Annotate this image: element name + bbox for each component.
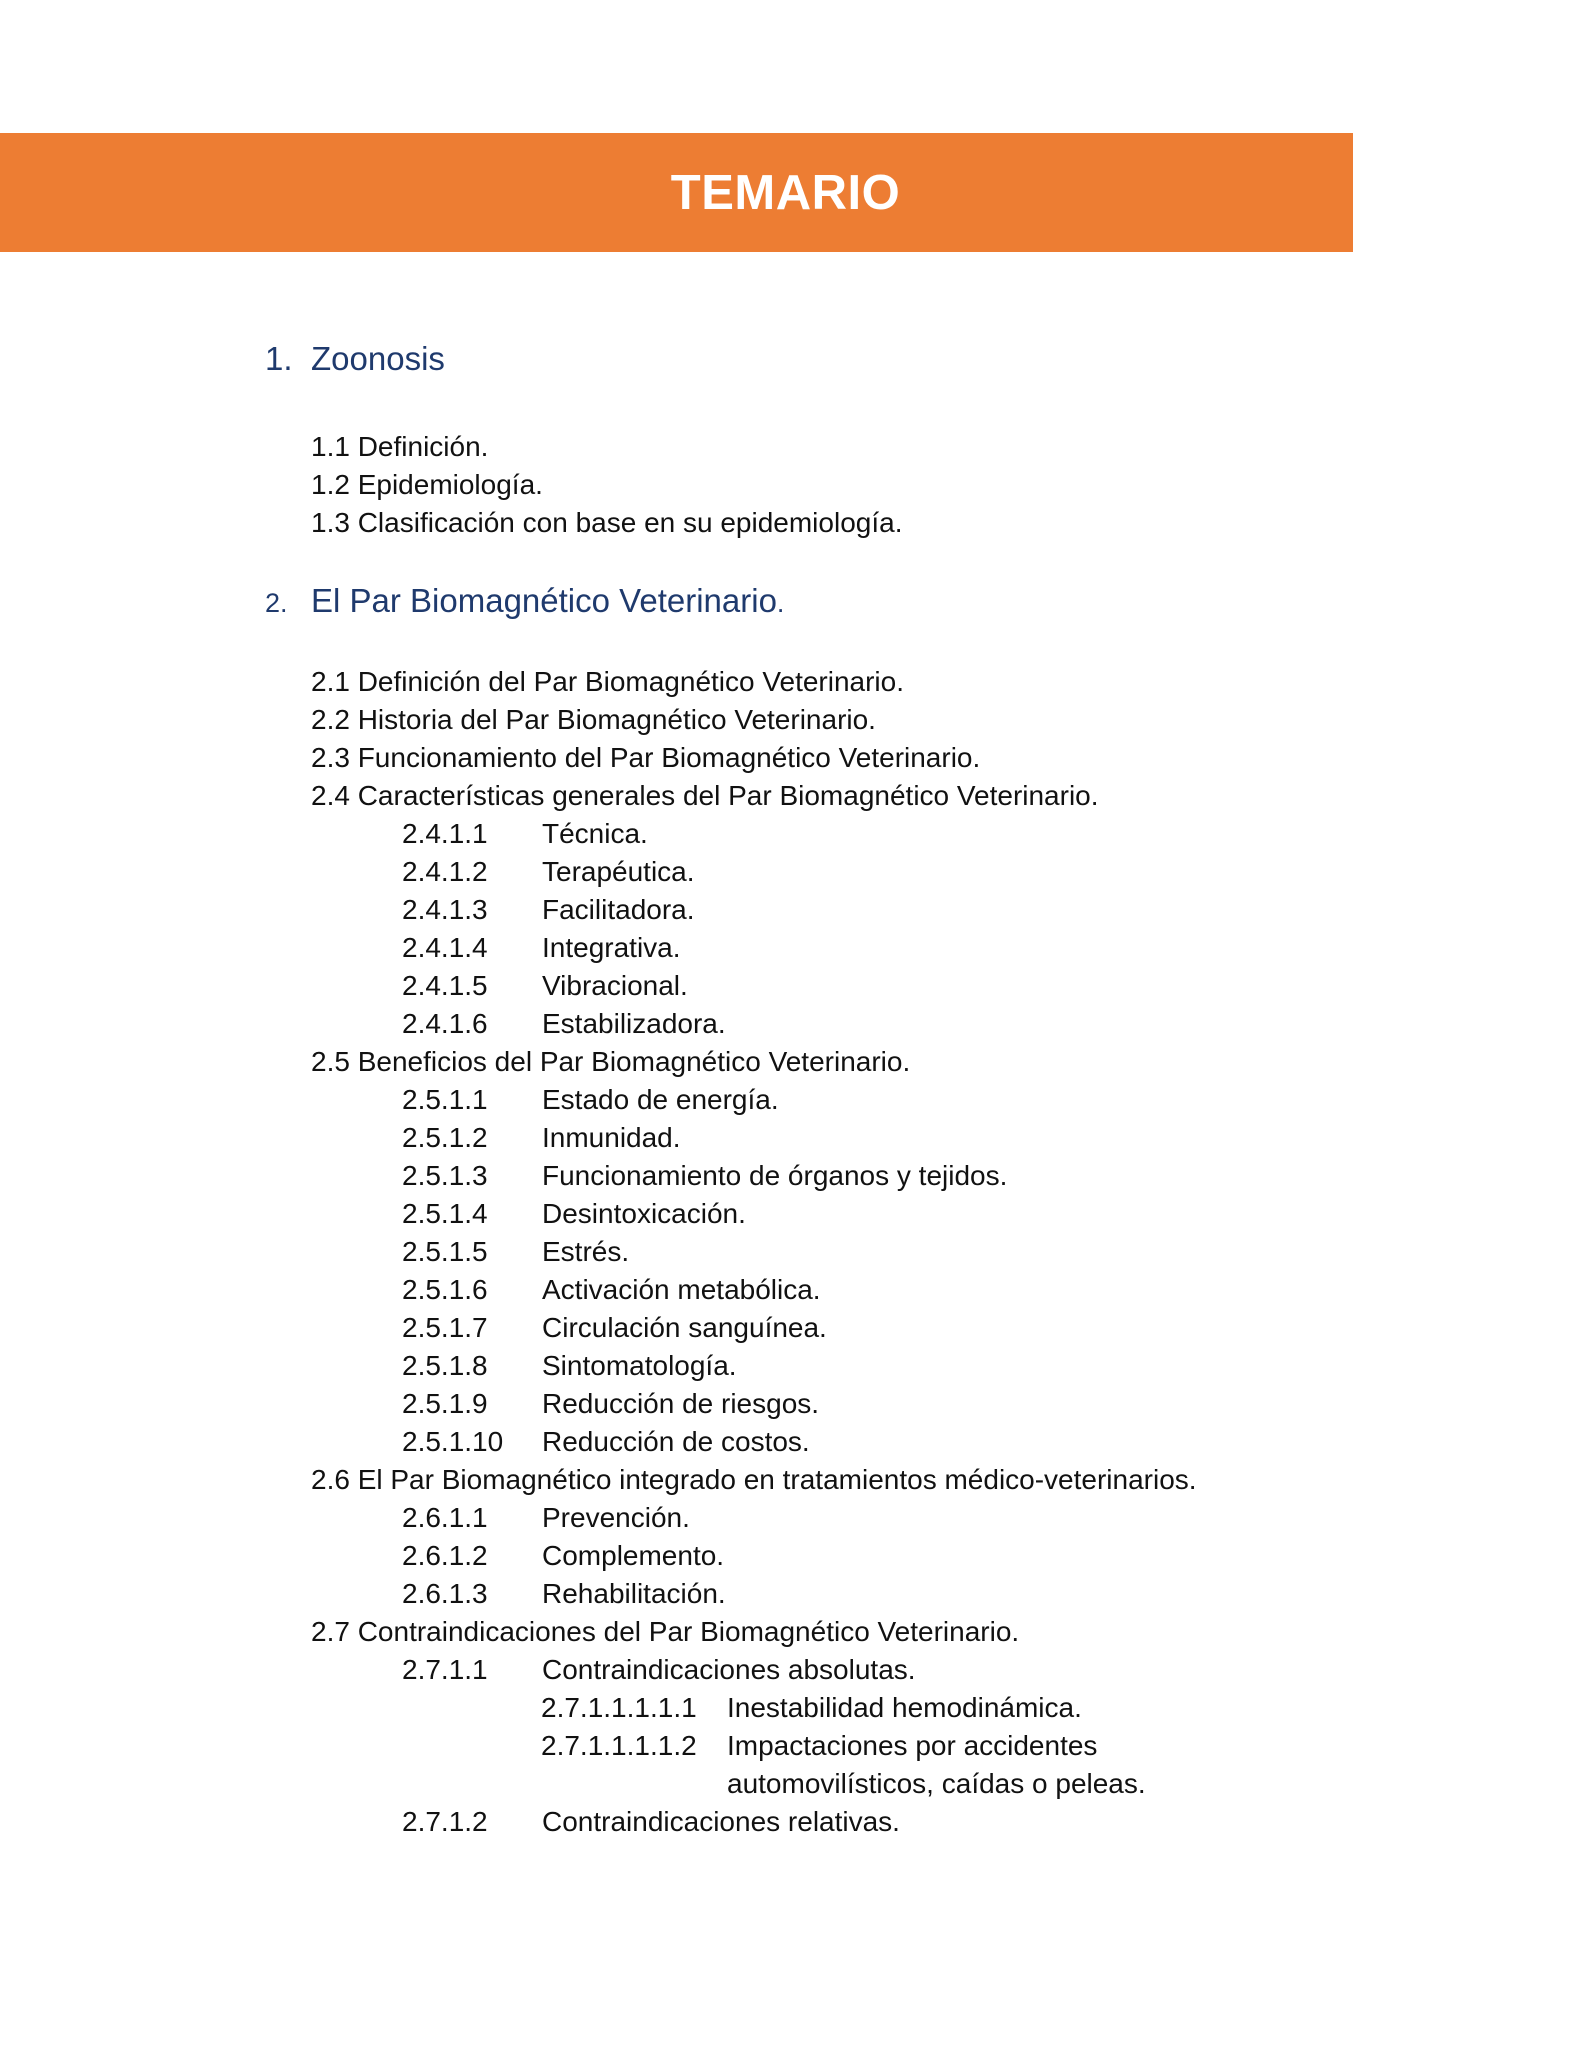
toc-subitem: 2.5.1.6 Activación metabólica. (402, 1274, 821, 1305)
toc-subitem: 2.6.1.3 Rehabilitación. (402, 1578, 726, 1609)
section-number: 2. (265, 588, 288, 618)
toc-subitem: 2.5.1.10 Reducción de costos. (402, 1426, 810, 1457)
toc-subitem: 2.6.1.2 Complemento. (402, 1540, 725, 1571)
toc-subitem: 2.7.1.2 Contraindicaciones relativas. (402, 1806, 900, 1837)
toc-item: 2.4 Características generales del Par Biomagnético Veterinario. (311, 780, 1099, 811)
toc-item: 1.1 Definición. (311, 431, 489, 462)
toc-subitem: 2.4.1.1 Técnica. (402, 818, 648, 849)
section-heading-2 (265, 582, 784, 620)
section-number: 1. (265, 340, 293, 377)
toc-subitem: 2.5.1.3 Funcionamiento de órganos y tejidos. (402, 1160, 1008, 1191)
toc-subitem: 2.7.1.1 Contraindicaciones absolutas. (402, 1654, 916, 1685)
section-heading-1 (265, 340, 445, 378)
toc-item: 2.1 Definición del Par Biomagnético Veterinario. (311, 666, 905, 697)
toc-subsubitem-continuation: automovilísticos, caídas o peleas. (727, 1768, 1146, 1799)
toc-item: 2.3 Funcionamiento del Par Biomagnético Veterinario. (311, 742, 981, 773)
section-title: El Par Biomagnético Veterinario (311, 582, 777, 619)
toc-item: 2.2 Historia del Par Biomagnético Veterinario. (311, 704, 876, 735)
toc-subsubitem: 2.7.1.1.1.1.2 Impactaciones por accidentes (541, 1730, 1098, 1761)
toc-subitem: 2.5.1.8 Sintomatología. (402, 1350, 737, 1381)
toc-subitem: 2.6.1.1 Prevención. (402, 1502, 690, 1533)
toc-subitem: 2.5.1.1 Estado de energía. (402, 1084, 779, 1115)
toc-subitem: 2.4.1.3 Facilitadora. (402, 894, 695, 925)
toc-subitem: 2.5.1.5 Estrés. (402, 1236, 630, 1267)
toc-item: 2.7 Contraindicaciones del Par Biomagnético Veterinario. (311, 1616, 1020, 1647)
section-title-suffix: . (776, 588, 785, 618)
toc-subitem: 2.4.1.5 Vibracional. (402, 970, 688, 1001)
page-title: TEMARIO (670, 165, 901, 220)
toc-subitem: 2.4.1.4 Integrativa. (402, 932, 681, 963)
toc-item: 1.2 Epidemiología. (311, 469, 543, 500)
toc-subitem: 2.5.1.7 Circulación sanguínea. (402, 1312, 827, 1343)
toc-subitem: 2.5.1.4 Desintoxicación. (402, 1198, 746, 1229)
toc-item: 1.3 Clasificación con base en su epidemiología. (311, 507, 903, 538)
toc-subsubitem: 2.7.1.1.1.1.1 Inestabilidad hemodinámica. (541, 1692, 1082, 1723)
toc-subitem: 2.4.1.6 Estabilizadora. (402, 1008, 726, 1039)
toc-subitem: 2.5.1.9 Reducción de riesgos. (402, 1388, 820, 1419)
toc-subitem: 2.4.1.2 Terapéutica. (402, 856, 695, 887)
section-title: Zoonosis (311, 340, 445, 377)
toc-item: 2.5 Beneficios del Par Biomagnético Veterinario. (311, 1046, 911, 1077)
toc-subitem: 2.5.1.2 Inmunidad. (402, 1122, 681, 1153)
toc-item: 2.6 El Par Biomagnético integrado en tratamientos médico-veterinarios. (311, 1464, 1197, 1495)
